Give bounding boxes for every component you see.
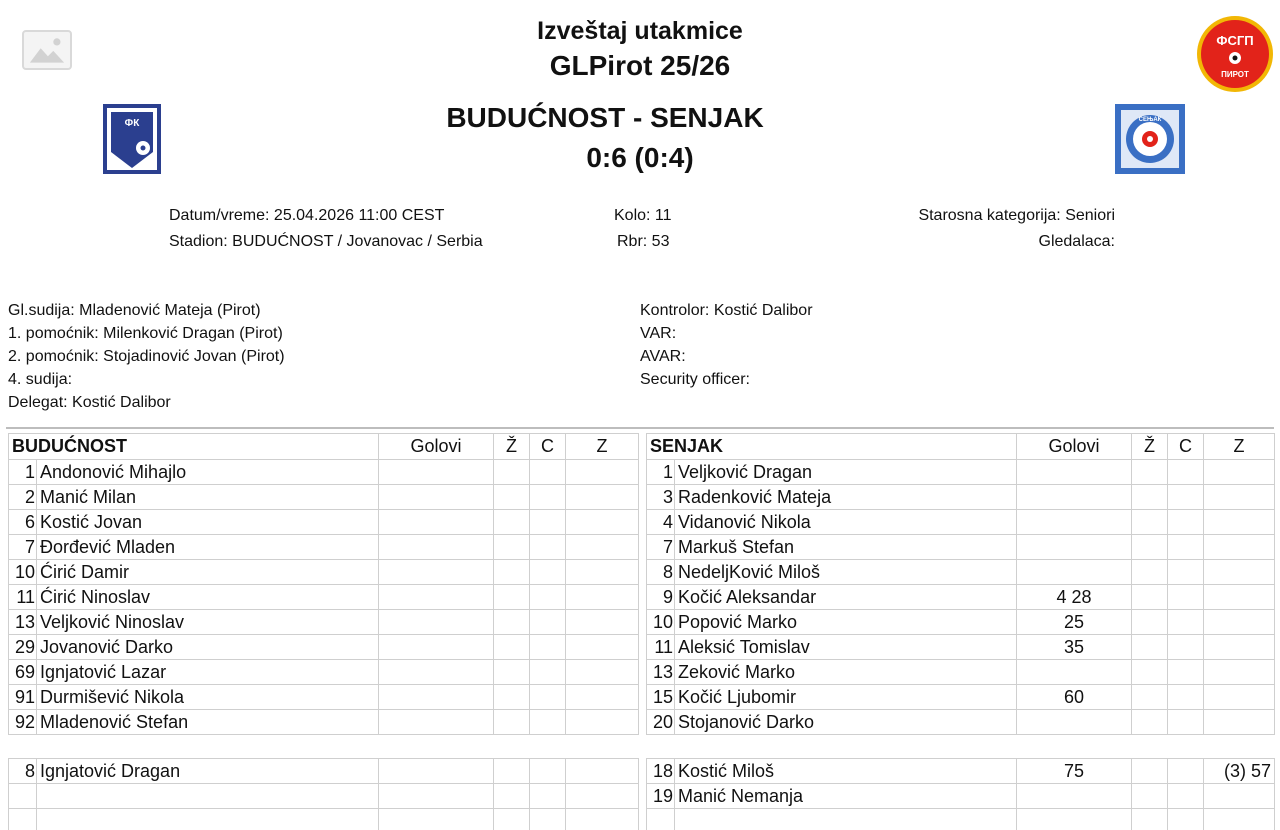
player-substitution [1204,560,1275,585]
player-goals [379,710,494,735]
player-number: 7 [9,535,37,560]
player-name: Jovanović Darko [37,635,379,660]
player-row [647,809,1275,830]
player-red-card [530,759,566,784]
goals-header: Golovi [1017,434,1132,460]
player-goals: 60 [1017,685,1132,710]
player-yellow-card [494,759,530,784]
player-yellow-card [494,610,530,635]
home-lineup-table [8,433,639,735]
player-goals [1017,535,1132,560]
player-number: 1 [9,460,37,485]
player-yellow-card [1132,784,1168,809]
player-number: 3 [647,485,675,510]
player-yellow-card [1132,485,1168,510]
player-name: Kostić Jovan [37,510,379,535]
player-name: Mladenović Stefan [37,710,379,735]
assistant-referee-1: 1. pomoćnik: Milenković Dragan (Pirot) [8,325,283,342]
svg-text:ФСГП: ФСГП [1216,33,1254,48]
player-substitution [1204,585,1275,610]
player-red-card [530,560,566,585]
player-row [9,809,639,830]
player-red-card [1168,510,1204,535]
away-subs-table [646,758,1275,830]
player-name: Vidanović Nikola [675,510,1017,535]
player-substitution [566,660,639,685]
player-number: 7 [647,535,675,560]
player-red-card [1168,560,1204,585]
match-teams: BUDUĆNOST - SENJAK [446,102,764,133]
player-name: Aleksić Tomislav [675,635,1017,660]
player-row [647,510,1275,535]
yellow-card-header: Ž [1132,434,1168,460]
player-row [647,710,1275,735]
player-goals [1017,784,1132,809]
player-row [9,610,639,635]
match-score: 0:6 (0:4) [586,142,694,173]
player-row [9,585,639,610]
player-row [647,585,1275,610]
section-divider [6,427,1274,429]
player-goals [379,535,494,560]
spectators: Gledalaca: [1038,233,1115,250]
player-row [9,560,639,585]
player-row [9,710,639,735]
player-red-card [530,710,566,735]
player-red-card [1168,535,1204,560]
player-goals [379,585,494,610]
player-goals [1017,560,1132,585]
away-lineup-table [646,433,1275,735]
player-yellow-card [1132,510,1168,535]
player-substitution [1204,485,1275,510]
player-number: 18 [647,759,675,784]
assistant-referee-2: 2. pomoćnik: Stojadinović Jovan (Pirot) [8,348,285,365]
player-yellow-card [494,585,530,610]
security-officer: Security officer: [640,371,750,388]
player-row [9,685,639,710]
home-subs-table [8,758,639,830]
officials-right [640,299,813,391]
player-substitution [566,485,639,510]
fourth-official: 4. sudija: [8,371,73,388]
player-number: 4 [647,510,675,535]
player-row [647,635,1275,660]
player-row [9,784,639,809]
player-yellow-card [1132,585,1168,610]
delegate: Delegat: Kostić Dalibor [8,394,171,411]
player-substitution [566,560,639,585]
yellow-card-header: Ž [494,434,530,460]
player-number: 8 [647,560,675,585]
player-red-card [1168,485,1204,510]
controller: Kontrolor: Kostić Dalibor [640,302,813,319]
player-yellow-card [494,510,530,535]
player-substitution [1204,610,1275,635]
player-name: Radenković Mateja [675,485,1017,510]
player-number: 11 [9,585,37,610]
player-number: 15 [647,685,675,710]
player-goals [1017,710,1132,735]
player-number: 13 [9,610,37,635]
player-name [37,784,379,809]
player-goals: 75 [1017,759,1132,784]
player-number: 13 [647,660,675,685]
player-row [9,635,639,660]
player-substitution [566,610,639,635]
player-goals [379,460,494,485]
player-red-card [530,660,566,685]
player-yellow-card [494,460,530,485]
player-red-card [530,510,566,535]
player-red-card [1168,710,1204,735]
player-name: Durmišević Nikola [37,685,379,710]
player-yellow-card [1132,685,1168,710]
player-substitution [566,784,639,809]
substitution-header: Z [566,434,639,460]
player-number: 10 [647,610,675,635]
player-goals [1017,485,1132,510]
player-number: 1 [647,460,675,485]
player-row [647,685,1275,710]
player-name: Andonović Mihajlo [37,460,379,485]
player-yellow-card [494,660,530,685]
player-name: Markuš Stefan [675,535,1017,560]
var-official: VAR: [640,325,677,342]
player-substitution: (3) 57 [1204,759,1275,784]
player-red-card [530,610,566,635]
match-stadium: Stadion: BUDUĆNOST / Jovanovac / Serbia [169,233,483,250]
player-name [675,809,1017,830]
goals-header: Golovi [379,434,494,460]
player-number: 9 [647,585,675,610]
player-goals: 25 [1017,610,1132,635]
player-row [647,535,1275,560]
player-yellow-card [494,560,530,585]
player-substitution [1204,809,1275,830]
player-row [647,610,1275,635]
player-yellow-card [494,784,530,809]
player-substitution [566,759,639,784]
player-red-card [530,809,566,830]
player-red-card [530,635,566,660]
player-yellow-card [494,635,530,660]
substitution-header: Z [1204,434,1275,460]
player-substitution [1204,460,1275,485]
player-row [647,784,1275,809]
svg-text:ФК: ФК [124,118,140,129]
player-red-card [530,685,566,710]
player-goals [379,759,494,784]
player-number: 8 [9,759,37,784]
age-category: Starosna kategorija: Seniori [918,207,1115,224]
player-row [9,660,639,685]
player-yellow-card [1132,660,1168,685]
player-yellow-card [494,485,530,510]
player-substitution [566,460,639,485]
player-substitution [1204,535,1275,560]
player-yellow-card [1132,759,1168,784]
player-row [9,759,639,784]
player-number [647,809,675,830]
player-goals [379,784,494,809]
player-goals [379,510,494,535]
player-name [37,809,379,830]
player-number [9,809,37,830]
player-goals [379,560,494,585]
player-name: Zeković Marko [675,660,1017,685]
player-row [9,460,639,485]
player-name: Stojanović Darko [675,710,1017,735]
player-number: 29 [9,635,37,660]
player-red-card [1168,759,1204,784]
player-row [9,510,639,535]
player-red-card [530,784,566,809]
player-name: Veljković Dragan [675,460,1017,485]
player-yellow-card [494,710,530,735]
player-goals [379,809,494,830]
player-number: 92 [9,710,37,735]
player-name: Manić Nemanja [675,784,1017,809]
player-name: Ignjatović Dragan [37,759,379,784]
match-round: Kolo: 11 [614,207,672,224]
player-row [647,485,1275,510]
player-red-card [1168,460,1204,485]
player-goals [379,660,494,685]
player-red-card [530,485,566,510]
player-row [9,485,639,510]
player-goals [379,685,494,710]
player-substitution [566,635,639,660]
player-yellow-card [494,809,530,830]
officials-left [8,299,285,414]
player-number: 91 [9,685,37,710]
player-name: Kočić Aleksandar [675,585,1017,610]
player-substitution [1204,710,1275,735]
player-substitution [566,535,639,560]
player-number: 6 [9,510,37,535]
player-number: 11 [647,635,675,660]
player-goals [379,635,494,660]
player-substitution [566,710,639,735]
player-row [647,460,1275,485]
player-substitution [566,809,639,830]
player-red-card [1168,610,1204,635]
player-name: Đorđević Mladen [37,535,379,560]
player-substitution [1204,784,1275,809]
player-goals [1017,460,1132,485]
player-red-card [1168,784,1204,809]
home-team-header: BUDUĆNOST [9,434,379,460]
player-yellow-card [1132,460,1168,485]
player-substitution [566,585,639,610]
player-number: 10 [9,560,37,585]
player-name: Popović Marko [675,610,1017,635]
red-card-header: C [1168,434,1204,460]
player-red-card [530,585,566,610]
player-row [9,535,639,560]
player-substitution [1204,685,1275,710]
avar-official: AVAR: [640,348,686,365]
player-yellow-card [494,685,530,710]
player-number: 20 [647,710,675,735]
player-yellow-card [494,535,530,560]
player-red-card [1168,660,1204,685]
red-card-header: C [530,434,566,460]
away-team-logo [1115,104,1185,174]
player-goals [1017,809,1132,830]
player-red-card [530,460,566,485]
player-goals: 35 [1017,635,1132,660]
match-datetime: Datum/vreme: 25.04.2026 11:00 CEST [169,207,445,224]
player-yellow-card [1132,635,1168,660]
player-red-card [1168,685,1204,710]
player-substitution [1204,510,1275,535]
player-substitution [566,685,639,710]
player-substitution [1204,635,1275,660]
player-number [9,784,37,809]
player-number: 19 [647,784,675,809]
player-goals [379,485,494,510]
player-name: Manić Milan [37,485,379,510]
player-name: Kočić Ljubomir [675,685,1017,710]
player-yellow-card [1132,560,1168,585]
player-yellow-card [1132,809,1168,830]
svg-text:ПИРОТ: ПИРОТ [1221,70,1249,79]
player-name: NedeljKović Miloš [675,560,1017,585]
league-title: GLPirot 25/26 [549,50,731,81]
player-row [647,660,1275,685]
home-team-logo [103,104,161,174]
report-title: Izveštaj utakmice [537,17,743,45]
player-red-card [530,535,566,560]
player-row [647,759,1275,784]
player-yellow-card [1132,710,1168,735]
player-goals [1017,510,1132,535]
player-name: Veljković Ninoslav [37,610,379,635]
player-row [647,560,1275,585]
player-yellow-card [1132,535,1168,560]
player-red-card [1168,635,1204,660]
away-team-header: SENJAK [647,434,1017,460]
player-red-card [1168,585,1204,610]
match-rbr: Rbr: 53 [617,233,670,250]
player-name: Kostić Miloš [675,759,1017,784]
head-referee: Gl.sudija: Mladenović Mateja (Pirot) [8,302,261,319]
svg-text:СЕЊАК: СЕЊАК [1138,117,1162,123]
player-number: 2 [9,485,37,510]
player-goals [1017,660,1132,685]
player-name: Ćirić Damir [37,560,379,585]
player-goals: 4 28 [1017,585,1132,610]
player-red-card [1168,809,1204,830]
player-substitution [1204,660,1275,685]
player-substitution [566,510,639,535]
player-goals [379,610,494,635]
player-number: 69 [9,660,37,685]
player-name: Ćirić Ninoslav [37,585,379,610]
player-name: Ignjatović Lazar [37,660,379,685]
player-yellow-card [1132,610,1168,635]
